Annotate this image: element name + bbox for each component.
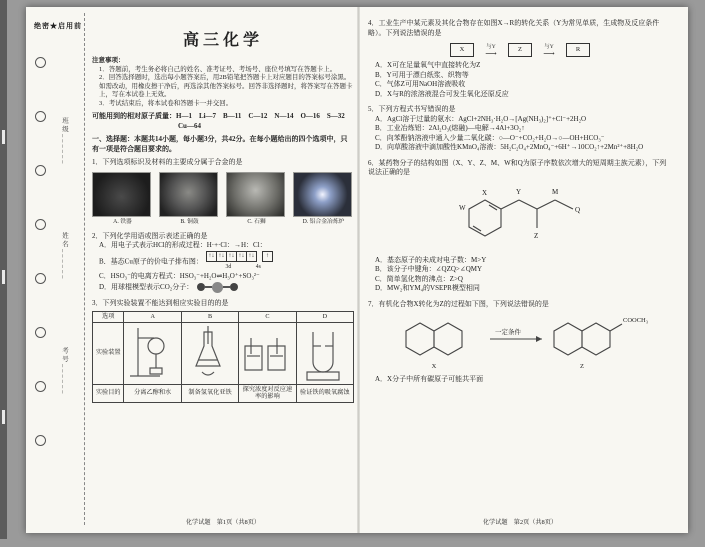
q5-option-c: C．向苯酚钠溶液中通入少量二氧化碳：○—O⁻+CO₂+H₂O→○—OH+HCO₃⁻ xyxy=(375,133,605,142)
right-arrow-icon: ⟶ xyxy=(543,48,555,58)
q2-option-d-text: D．用球棍模型表示CO₂分子： xyxy=(99,282,194,291)
q6-option-b: B．该分子中键角：∠QZQ>∠QMY xyxy=(375,265,483,273)
q1-caption-c: C. 石狮 xyxy=(247,218,266,225)
reaction-scheme-diagram xyxy=(390,311,650,373)
q3-col-d: D xyxy=(296,312,353,323)
orbital-box: ↑↓ xyxy=(226,251,237,262)
q1-option-a-figure xyxy=(92,172,153,226)
notes-heading: 注意事项： xyxy=(92,57,125,64)
q7-arrow-condition: 一定条件 xyxy=(495,329,521,336)
section-heading: 一、选择题：本题共14小题，每小题3分，共42分。在每小题给出的四个选项中，只有一项是符合题目要求的。 xyxy=(92,135,348,153)
q7-left-structure-label: X xyxy=(431,363,437,370)
co2-ball-stick-model xyxy=(197,282,238,293)
q2-option-c: C．HSO₃⁻的电离方程式：HSO₃⁻+H₂O⇌H₃O⁺+SO₃²⁻ xyxy=(99,272,260,280)
orbital-label-4s: 4s xyxy=(255,263,261,270)
orbital-box: ↑↓ xyxy=(236,251,247,262)
q4-option-c: C．气体Z可用NaOH溶液吸收 xyxy=(375,80,466,88)
right-arrow-icon: ⟶ xyxy=(485,48,497,58)
q5-option-d: D．向草酸溶液中滴加酸性KMnO₄溶液：5H₂C₂O₄+2MnO₄⁻+6H⁺→10CO₂↑+2Mn²⁺+8H₂O xyxy=(375,143,644,151)
q7-stem: 7．有机化合物X转化为Z的过程如下图，下列说法错误的是 xyxy=(368,299,549,308)
q1-option-b-figure xyxy=(159,172,220,226)
exam-page xyxy=(26,7,688,533)
q3-table xyxy=(92,311,354,403)
q4-stem: 4．工业生产中某元素及其化合物存在如图X→R的转化关系（Y为常见单质，生成物及反应条件略）。下列说法错误的是 xyxy=(368,19,660,37)
q4-box-z: Z xyxy=(508,43,532,57)
q6-option-c: C．简单氢化物的沸点：Z>Q xyxy=(375,274,463,283)
q4-option-d: D．X与R的浓溶液混合可发生氧化还原反应 xyxy=(375,89,509,98)
footer-page-1: 化学试题 第1页（共8页） xyxy=(185,519,261,526)
q7-option-a: A．X分子中所有碳原子可能共平面 xyxy=(375,375,484,383)
q4-arrow2-label: 与Y xyxy=(544,43,554,50)
q1-figure-row xyxy=(92,172,354,226)
q2-option-b-text: B．基态Cu原子的价电子排布图： xyxy=(99,256,203,265)
q4-arrow1-label: 与Y xyxy=(486,43,496,50)
q3-corner-cell: 选项 xyxy=(93,312,124,323)
margin-hole xyxy=(35,111,46,122)
margin-hole xyxy=(35,381,46,392)
q2-option-b xyxy=(92,251,354,273)
note-item-1: 1．答题前，考生务必将自己的姓名、准考证号、考场号、座位号填写在答题卡上。 xyxy=(99,65,337,73)
margin-hole xyxy=(35,219,46,230)
atom-label: Q xyxy=(575,205,581,214)
note-item-3: 3．考试结束后，将本试卷和答题卡一并交回。 xyxy=(99,99,233,107)
orbital-label-3d: 3d xyxy=(225,263,232,270)
margin-hole xyxy=(35,165,46,176)
q3-purpose-c: 探究浓度对反应速率的影响 xyxy=(239,384,296,402)
edge-mark xyxy=(2,130,5,144)
margin-hole xyxy=(35,273,46,284)
q3-row-purpose-label: 实验目的 xyxy=(93,384,124,402)
q6-stem: 6．某药物分子的结构如图（X、Y、Z、M、W和Q为原子序数依次增大的短周期主族元素），下列说法正确的是 xyxy=(368,158,667,176)
atom-label: X xyxy=(482,188,488,197)
q6-option-a: A．基态原子的未成对电子数：M>Y xyxy=(375,255,487,264)
q6-option-d: D．MW₂和YM₄的VSEPR模型相同 xyxy=(375,284,480,292)
q7-right-structure-label: Z xyxy=(580,363,584,370)
orbital-box: ↑↓ xyxy=(246,251,257,262)
q3-row-device-label: 实验装置 xyxy=(93,322,124,384)
q1-caption-a: A. 铁器 xyxy=(113,218,132,225)
field-class: 班级______ xyxy=(61,117,68,166)
q3-stem: 3．下列实验装置不能达到相应实验目的的是 xyxy=(92,298,229,307)
margin-hole xyxy=(35,57,46,68)
q2-stem: 2．下列化学用语或图示表述正确的是 xyxy=(92,231,208,240)
photo-smelting-furnace xyxy=(293,172,352,217)
field-name: 姓名______ xyxy=(61,232,68,281)
q3-purpose-d: 验证铁的吸氧腐蚀 xyxy=(296,384,353,402)
edge-mark xyxy=(2,410,5,424)
apparatus-utube-diagram xyxy=(296,322,353,384)
margin-hole xyxy=(35,327,46,338)
atomic-masses-line1: 可能用到的相对原子质量：H—1 Li—7 B—11 C—12 N—14 O—16 S—32 xyxy=(92,112,345,120)
atom-label: Y xyxy=(516,187,522,196)
atom-label: M xyxy=(552,187,559,196)
q3-purpose-a: 分离乙醇和水 xyxy=(124,384,181,402)
q2-option-d xyxy=(92,282,354,293)
orbital-diagram xyxy=(206,251,272,273)
q3-col-c: C xyxy=(239,312,296,323)
note-item-2: 2．回答选择题时，选出每小题答案后，用2B铅笔把答题卡上对应题目的答案标号涂黑。如需改动，用橡皮擦干净后，再选涂其他答案标号。回答非选择题时，将答案写在答题卡上，写在本试卷上无效。 xyxy=(99,74,353,98)
paper-title: 高三化学 xyxy=(182,32,263,49)
apparatus-flask-diagram xyxy=(181,322,238,384)
q7-reaction-scheme-wrap xyxy=(368,311,672,373)
atomic-masses-line2: Cu—64 xyxy=(178,121,201,130)
edge-mark xyxy=(2,270,5,284)
q4-option-b: B．Y可用于漂白纸浆、织物等 xyxy=(375,70,469,79)
photo-stone-lion xyxy=(226,172,285,217)
footer-page-2: 化学试题 第2页（共8页） xyxy=(482,519,558,526)
q1-caption-d: D. 铝合金冶炼炉 xyxy=(302,218,345,225)
q1-caption-b: B. 铜鼓 xyxy=(180,218,199,225)
q6-structure-wrap xyxy=(368,180,672,254)
q5-option-a: A．AgCl溶于过量的氨水：AgCl+2NH₃·H₂O→[Ag(NH₃)₂]⁺+Cl⁻+2H₂O xyxy=(375,114,587,123)
q1-option-c-figure xyxy=(226,172,287,226)
right-page-column xyxy=(368,7,672,545)
orbital-box: ↑ xyxy=(262,251,273,262)
q4-conversion-diagram xyxy=(368,43,672,57)
atom-label: W xyxy=(459,203,466,212)
orbital-box: ↑↓ xyxy=(216,251,227,262)
q4-box-x: X xyxy=(450,43,474,57)
q5-stem: 5．下列方程式书写错误的是 xyxy=(368,105,456,113)
orbital-box: ↑↓ xyxy=(206,251,217,262)
q5-option-b: B．工业冶炼铝：2Al₂O₃(熔融)—电解→4Al+3O₂↑ xyxy=(375,124,525,132)
q2-option-a: A．用电子式表示HCl的形成过程：H·+·Cl：→H：Cl： xyxy=(99,241,267,249)
q1-option-d-figure xyxy=(293,172,354,226)
margin-hole xyxy=(35,435,46,446)
scan-left-edge xyxy=(0,0,7,539)
q7-substituent-label: COOCH₃ xyxy=(623,317,649,324)
left-page-column xyxy=(92,7,354,547)
apparatus-stand-diagram xyxy=(124,322,181,384)
q3-col-a: A xyxy=(124,312,181,323)
seal-dashed-line xyxy=(84,13,85,525)
q4-box-r: R xyxy=(566,43,590,57)
q1-stem: 1．下列选项标识及材料的主要成分属于合金的是 xyxy=(92,158,243,166)
photo-iron-ware xyxy=(92,172,151,217)
q3-purpose-b: 制备氢氧化亚铁 xyxy=(181,384,238,402)
molecule-structure-diagram xyxy=(445,180,595,254)
photo-bronze-drum xyxy=(159,172,218,217)
field-number: 考号______ xyxy=(61,347,68,396)
q3-col-b: B xyxy=(181,312,238,323)
apparatus-beakers-diagram xyxy=(239,322,296,384)
page-fold-line xyxy=(357,7,360,533)
atom-label: Z xyxy=(534,231,539,240)
secrecy-notice: 绝密★启用前 xyxy=(34,22,82,30)
q4-option-a: A．X可在足量氧气中直接转化为Z xyxy=(375,61,481,69)
